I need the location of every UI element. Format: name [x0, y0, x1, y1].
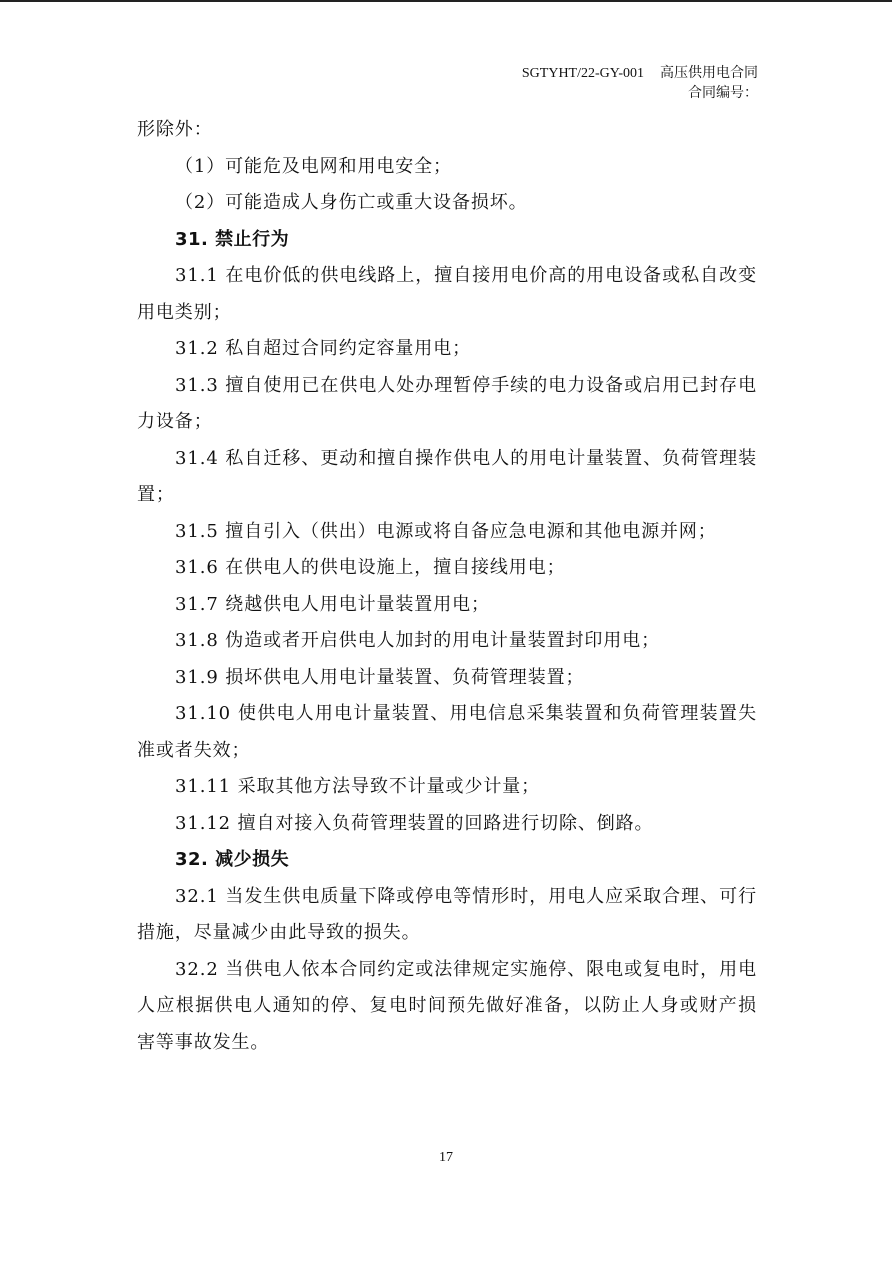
clause-32-2: 32.2 当供电人依本合同约定或法律规定实施停、限电或复电时，用电人应根据供电人通知的停、复电时间预先做好准备，以防止人身或财产损害等事故发生。: [137, 958, 757, 1053]
header-title-line: [522, 64, 758, 84]
list-item-2: （2）可能造成人身伤亡或重大设备损坏。: [175, 192, 528, 213]
document-title: 高压供用电合同: [660, 66, 758, 81]
clause-31-6: 31.6 在供电人的供电设施上，擅自接线用电；: [175, 557, 566, 578]
clause-31-1: 31.1 在电价低的供电线路上，擅自接用电价高的用电设备或私自改变用电类别；: [137, 265, 757, 323]
page-number: 17: [439, 1150, 453, 1165]
page-header: [522, 64, 758, 104]
clause-31-12: 31.12 擅自对接入负荷管理装置的回路进行切除、倒路。: [175, 812, 654, 834]
clause-32-1: 32.1 当发生供电质量下降或停电等情形时，用电人应采取合理、可行措施，尽量减少由此导致的损失。: [137, 885, 757, 943]
clause-31-5: 31.5 擅自引入（供出）电源或将自备应急电源和其他电源并网；: [175, 520, 717, 542]
section-heading-32: 32. 减少损失: [175, 849, 290, 870]
contract-number-label: 合同编号：: [688, 86, 758, 101]
clause-31-7: 31.7 绕越供电人用电计量装置用电；: [175, 593, 490, 615]
document-code: SGTYHT/22-GY-001: [521, 66, 644, 81]
section-heading-31: 31. 禁止行为: [175, 228, 290, 250]
document-body: [137, 112, 757, 1061]
clause-31-9: 31.9 损坏供电人用电计量装置、负荷管理装置；: [175, 666, 585, 688]
clause-31-3: 31.3 擅自使用已在供电人处办理暂停手续的电力设备或启用已封存电力设备；: [137, 374, 757, 432]
top-border-line: [0, 0, 892, 2]
continuation-line: 形除外：: [137, 119, 213, 140]
clause-31-4: 31.4 私自迁移、更动和擅自操作供电人的用电计量装置、负荷管理装置；: [137, 447, 757, 505]
clause-31-10: 31.10 使供电人用电计量装置、用电信息采集装置和负荷管理装置失准或者失效；: [137, 703, 757, 761]
clause-31-2: 31.2 私自超过合同约定容量用电；: [175, 338, 471, 359]
list-item-1: （1）可能危及电网和用电安全；: [175, 155, 452, 177]
clause-31-11: 31.11 采取其他方法导致不计量或少计量；: [175, 776, 541, 797]
clause-31-8: 31.8 伪造或者开启供电人加封的用电计量装置封印用电；: [175, 630, 660, 651]
